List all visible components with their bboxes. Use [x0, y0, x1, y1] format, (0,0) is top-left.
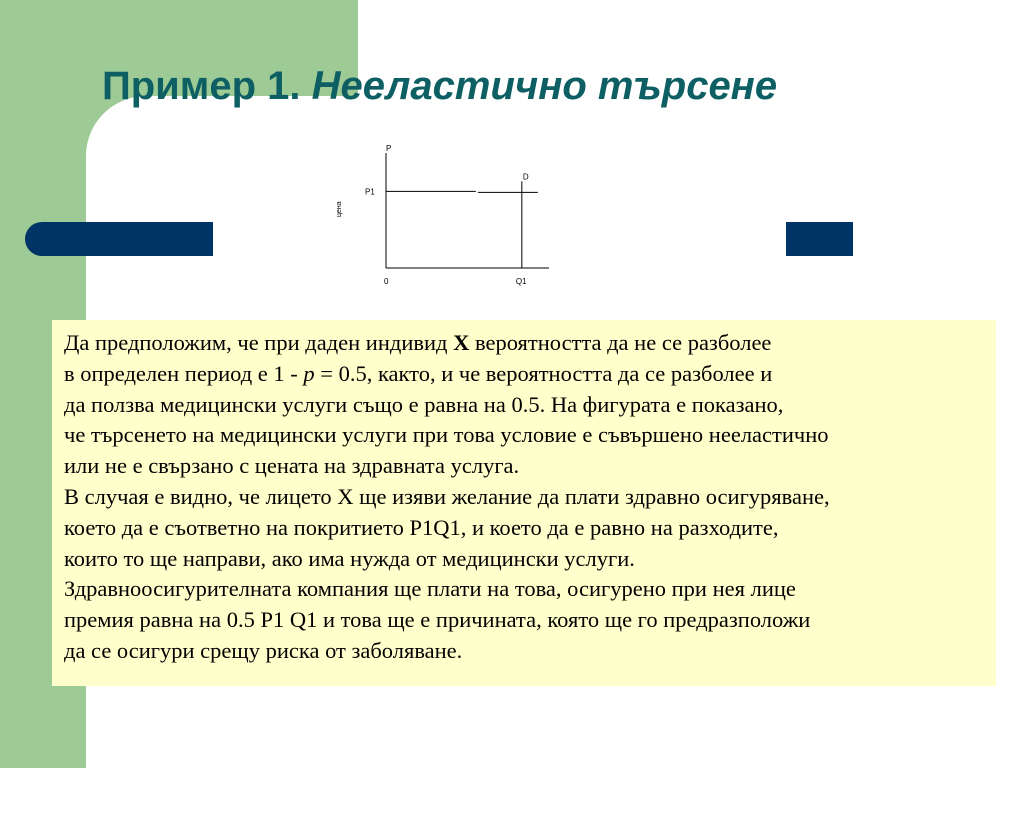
decor-bar-left	[25, 222, 213, 256]
text-line: премия равна на 0.5 P1 Q1 и това ще е причината, която ще го предразположи	[64, 607, 811, 633]
text-line	[64, 328, 996, 359]
text-fragment: = 0.5, както, и че вероятността да се разболее и	[314, 360, 773, 386]
text-fragment: p	[303, 360, 315, 386]
text-fragment: Х	[453, 330, 470, 355]
q1-tick-label: Q1	[515, 277, 527, 286]
text-line: да се осигури срещу риска от заболяване.	[64, 637, 463, 663]
y-axis-label-p: P	[386, 144, 392, 153]
text-line: да ползва медицински услуги също е равна на 0.5. На фигурата е показано,	[64, 391, 784, 417]
text-line: Здравноосигурителната компания ще плати на това, осигурено при нея лице	[64, 576, 796, 602]
explanation-textbox	[52, 320, 996, 686]
text-line: В случая е видно, че лицето Х ще изяви желание да плати здравно осигуряване,	[64, 483, 830, 509]
slide-title	[102, 64, 777, 109]
text-fragment: вероятността да не се разболее	[469, 330, 772, 355]
p1-tick-label: P1	[365, 187, 375, 197]
title-italic: Нееластично търсене	[311, 64, 778, 108]
y-axis-title: цена	[336, 201, 343, 217]
text-fragment: в определен период е 1 -	[64, 360, 304, 386]
demand-chart	[320, 135, 560, 295]
text-fragment: Да предположим, че при даден индивид	[64, 330, 454, 355]
text-line: или не е свързано с цената на здравната услуга.	[64, 453, 520, 479]
text-line: което да е съответно на покритието P1Q1, и което да е равно на разходите,	[64, 514, 779, 540]
decor-bar-right	[786, 222, 853, 256]
text-line	[64, 359, 996, 390]
text-line: които то ще направи, ако има нужда от медицински услуги.	[64, 545, 635, 571]
title-prefix: Пример 1.	[102, 64, 301, 108]
text-line: че търсенето на медицински услуги при това условие е съвършено нееластично	[64, 422, 829, 448]
demand-label: D	[522, 172, 529, 182]
origin-label: 0	[384, 277, 389, 286]
